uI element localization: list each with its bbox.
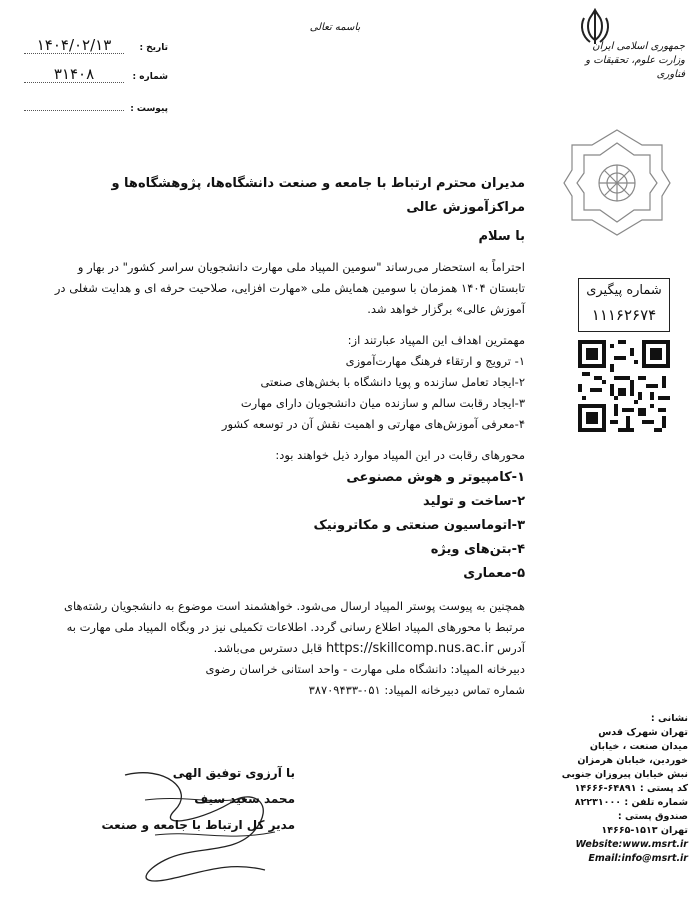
address-line: تهران ۱۵۱۳-۱۴۶۶۵ xyxy=(601,825,688,836)
recipient-line: مدیران محترم ارتباط با جامعه و صنعت دانشگاه‌ها، پژوهشگاه‌ها و مراکزآموزش عالی xyxy=(111,176,525,215)
olympiad-website-link[interactable]: https://skillcomp.nus.ac.ir xyxy=(325,641,494,656)
tracking-label: شماره پیگیری xyxy=(586,283,662,298)
signatory-position: مدیر کل ارتباط با جامعه و صنعت xyxy=(101,818,295,832)
intro-paragraph: احتراماً به استحضار می‌رساند "سومین المپیاد ملی مهارت دانشجویان سراسر کشور" در بهار و تابستان ۱۴۰۴ همزمان با سومین همایش ملی «مهارت افزایی، صلاحیت حرفه ای و هدایت شغلی در آموزش عالی» برگزار خواهد شد. xyxy=(54,260,525,316)
ministry-name xyxy=(555,40,685,82)
number-value: ۳۱۴۰۸ xyxy=(24,67,124,83)
signatory-name: محمد سعید سیف xyxy=(194,792,295,806)
address-line: تهران شهرک قدس xyxy=(598,727,688,738)
address-line: صندوق پستی : xyxy=(617,811,688,822)
letter-meta xyxy=(8,38,168,116)
gov-line: وزارت علوم، تحقیقات و فناوری xyxy=(585,55,685,80)
ministry-address xyxy=(560,712,688,866)
closing-text: همچنین به پیوست پوستر المپیاد ارسال می‌شود. خواهشمند است موضوع به دانشجویان رشته‌های مرتبط با محورهای المپیاد اطلاع رسانی گردد. اطلاعات تکمیلی نیز در وبگاه المپیاد ملی مهارت به آدرس xyxy=(63,599,525,655)
greeting: با سلام xyxy=(478,229,525,244)
axis-item: ۱-کامپیوتر و هوش مصنوعی xyxy=(346,470,525,485)
axis-item: ۳-اتوماسیون صنعتی و مکاترونیک xyxy=(313,518,525,533)
attachment-value xyxy=(24,96,124,111)
goal-item: ۳-ایجاد رقابت سالم و سازنده میان دانشجویان دارای مهارت xyxy=(240,396,525,410)
axes-heading: محورهای رقابت در این المپیاد موارد ذیل خواهند بود: xyxy=(275,448,525,462)
address-line: شماره تلفن : ۸۲۲۳۱۰۰۰ xyxy=(574,797,688,808)
signature-block xyxy=(95,760,295,838)
address-line: نشانی : xyxy=(650,713,688,724)
website-link[interactable]: Website:www.msrt.ir xyxy=(575,839,688,850)
address-line: کد پستی : ۶۴۸۹۱-۱۴۶۶۶ xyxy=(574,783,688,794)
closing-paragraph xyxy=(40,596,525,659)
axis-item: ۴-بتن‌های ویژه xyxy=(430,542,525,557)
date-row xyxy=(8,38,168,67)
closing-text-end: قابل دسترس می‌باشد. xyxy=(213,641,323,655)
date-value: ۱۴۰۴/۰۲/۱۳ xyxy=(24,38,124,54)
address-line: خوردین، خیابان هرمزان xyxy=(577,755,688,766)
address-line: میدان صنعت ، خیابان xyxy=(589,741,688,752)
gov-line: جمهوری اسلامی ایران xyxy=(592,41,685,52)
decorative-ornament xyxy=(562,125,672,240)
date-label: تاریخ : xyxy=(139,43,168,53)
goals-heading: مهمترین اهداف این المپیاد عبارتند از: xyxy=(347,333,525,347)
goal-item: ۴-معرفی آموزش‌های مهارتی و اهمیت نقش آن در توسعه کشور xyxy=(221,417,525,431)
tracking-value: ۱۱۱۶۲۶۷۴ xyxy=(591,306,657,324)
letter-body xyxy=(40,172,525,701)
number-label: شماره : xyxy=(132,72,168,82)
email-link[interactable]: Email:info@msrt.ir xyxy=(588,853,688,864)
attachment-row xyxy=(8,96,168,116)
axis-item: ۵-معماری xyxy=(463,566,525,581)
axis-item: ۲-ساخت و تولید xyxy=(423,494,525,509)
phone-line: شماره تماس دبیرخانه المپیاد: ۰۵۱-۳۸۷۰۹۴۳۳ xyxy=(308,683,525,697)
attachment-label: پیوست : xyxy=(130,104,168,114)
bismillah-heading: باسمه تعالی xyxy=(309,22,361,33)
address-line: نبش خیابان پیروزان جنوبی xyxy=(561,769,688,780)
qr-code xyxy=(578,340,670,432)
signature-wish: با آرزوی توفیق الهی xyxy=(172,766,295,780)
goal-item: ۲-ایجاد تعامل سازنده و پویا دانشگاه با بخش‌های صنعتی xyxy=(260,375,525,389)
secretariat-line: دبیرخانه المپیاد: دانشگاه ملی مهارت - واحد استانی خراسان رضوی xyxy=(205,662,525,676)
goal-item: ۱- ترویج و ارتقاء فرهنگ مهارت‌آموزی xyxy=(345,354,525,368)
number-row xyxy=(8,67,168,96)
tracking-number-box xyxy=(578,278,670,332)
